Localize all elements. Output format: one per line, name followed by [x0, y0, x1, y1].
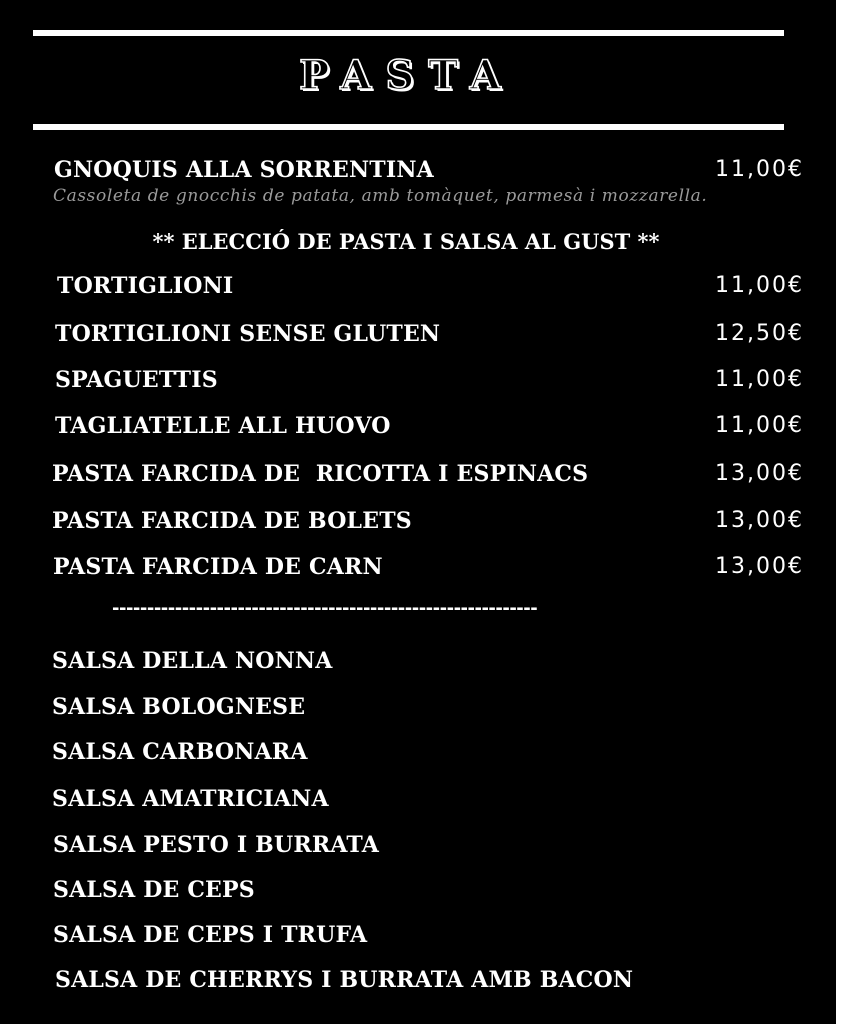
- item-price: 11,00€: [715, 367, 804, 392]
- sauce-item: [0, 877, 836, 907]
- item-price: 11,00€: [715, 157, 804, 182]
- menu-item: [0, 321, 836, 351]
- item-name: PASTA FARCIDA DE BOLETS: [52, 508, 412, 534]
- section-divider: -------------------------------------------------------------: [112, 598, 538, 619]
- sauce-name: SALSA AMATRICIANA: [52, 786, 329, 812]
- item-price: 11,00€: [715, 273, 804, 298]
- selection-note: ** ELECCIÓ DE PASTA I SALSA AL GUST **: [152, 229, 660, 254]
- item-name: TORTIGLIONI: [57, 273, 234, 299]
- bottom-rule: [33, 124, 784, 130]
- sauce-item: [0, 832, 836, 862]
- sauce-name: SALSA DE CEPS: [53, 877, 255, 903]
- item-name: PASTA FARCIDA DE RICOTTA I ESPINACS: [52, 461, 589, 487]
- item-name: PASTA FARCIDA DE CARN: [53, 554, 383, 580]
- menu-item: [0, 413, 836, 443]
- menu-item: [0, 273, 836, 303]
- item-name: TORTIGLIONI SENSE GLUTEN: [55, 321, 441, 347]
- item-price: 12,50€: [715, 321, 804, 346]
- item-price: 13,00€: [715, 554, 804, 579]
- menu-item: [0, 461, 836, 491]
- sauce-name: SALSA BOLOGNESE: [52, 694, 306, 720]
- sauce-item: [0, 786, 836, 816]
- item-price: 13,00€: [715, 508, 804, 533]
- sauce-item: [0, 922, 836, 952]
- item-price: 11,00€: [715, 413, 804, 438]
- item-name: TAGLIATELLE ALL HUOVO: [55, 413, 391, 439]
- sauce-item: [0, 694, 836, 724]
- item-description: Cassoleta de gnocchis de patata, amb tomàquet, parmesà i mozzarella.: [53, 186, 708, 206]
- sauce-name: SALSA PESTO I BURRATA: [53, 832, 380, 858]
- sauce-item: [0, 967, 836, 997]
- sauce-item: [0, 739, 836, 769]
- sauce-name: SALSA CARBONARA: [52, 739, 308, 765]
- item-name: SPAGUETTIS: [55, 367, 218, 393]
- menu-item: [0, 367, 836, 397]
- item-name: GNOQUIS ALLA SORRENTINA: [54, 157, 434, 183]
- sauce-name: SALSA DE CHERRYS I BURRATA AMB BACON: [55, 967, 634, 993]
- sauce-name: SALSA DELLA NONNA: [52, 648, 333, 674]
- menu-title: PASTA: [299, 52, 515, 99]
- menu-item-featured: [0, 157, 836, 187]
- item-price: 13,00€: [715, 461, 804, 486]
- menu-item: [0, 554, 836, 584]
- top-rule: [33, 30, 784, 36]
- menu-item: [0, 508, 836, 538]
- sauce-name: SALSA DE CEPS I TRUFA: [53, 922, 368, 948]
- sauce-item: [0, 648, 836, 678]
